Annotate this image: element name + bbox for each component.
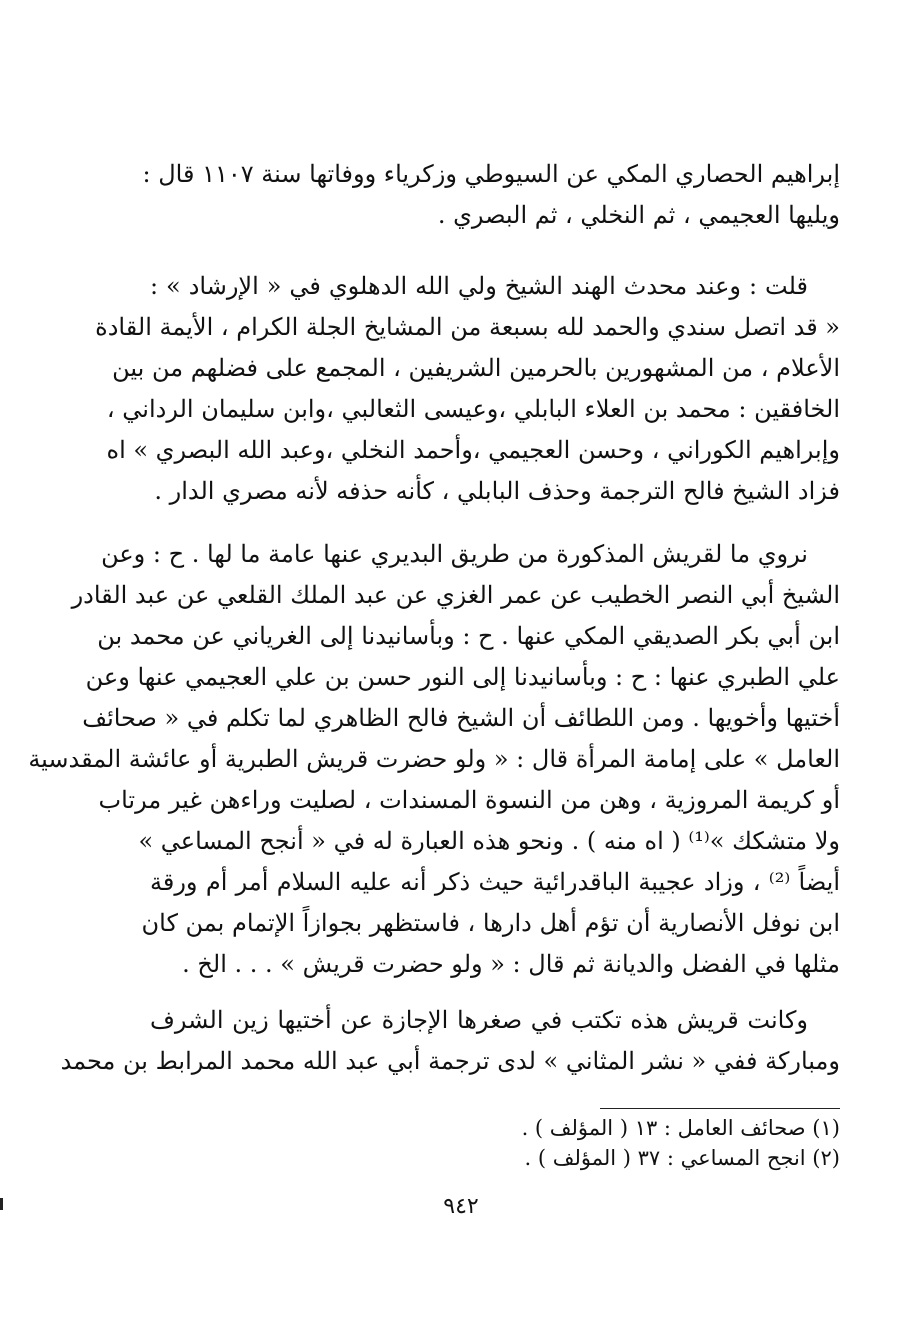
text-line: ولا متشكك »⁽¹⁾ ( اه منه ) . ونحو هذه العبارة له في « أنجح المساعي » [138, 827, 840, 855]
paragraph-3 [28, 534, 841, 985]
text-line: ابن أبي بكر الصديقي المكي عنها . ح : وبأسانيدنا إلى الغرياني عن محمد بن [97, 622, 840, 650]
paragraph-2 [95, 266, 840, 512]
text-line: ومباركة ففي « نشر المثاني » لدى ترجمة أبي عبد الله محمد المرابط بن محمد [60, 1047, 840, 1075]
text-line: وكانت قريش هذه تكتب في صغرها الإجازة عن أختيها زين الشرف [150, 1006, 808, 1034]
paragraph-1 [142, 154, 840, 236]
paragraph-4 [60, 1000, 840, 1082]
text-line: إبراهيم الحصاري المكي عن السيوطي وزكرياء ووفاتها سنة ١١٠٧ قال : [142, 160, 840, 188]
text-line: علي الطبري عنها : ح : وبأسانيدنا إلى النور حسن بن علي العجيمي عنها وعن [85, 663, 840, 691]
text-line: العامل » على إمامة المرأة قال : « ولو حضرت قريش الطبرية أو عائشة المقدسية [28, 745, 840, 773]
text-line: « قد اتصل سندي والحمد لله بسبعة من المشايخ الجلة الكرام ، الأيمة القادة [95, 313, 840, 341]
text-line: الشيخ أبي النصر الخطيب عن عمر الغزي عن عبد الملك القلعي عن عبد القادر [71, 581, 840, 609]
text-line: فزاد الشيخ فالح الترجمة وحذف البابلي ، كأنه حذفه لأنه مصري الدار . [154, 477, 840, 505]
text-line: الأعلام ، من المشهورين بالحرمين الشريفين ، المجمع على فضلهم من بين [112, 354, 840, 382]
footnote-divider [600, 1108, 840, 1109]
text-line: وإبراهيم الكوراني ، وحسن العجيمي ،وأحمد النخلي ،وعبد الله البصري » اه [106, 436, 840, 464]
footnotes [440, 1113, 840, 1173]
text-line: أيضاً ⁽²⁾ ، وزاد عجيبة الباقدرائية حيث ذكر أنه عليه السلام أمر أم ورقة [150, 868, 841, 896]
footnote-2: (٢) انجح المساعي : ٣٧ ( المؤلف ) . [524, 1146, 840, 1170]
text-line: الخافقين : محمد بن العلاء البابلي ،وعيسى الثعالبي ،وابن سليمان الرداني ، [106, 395, 840, 423]
text-line: ويليها العجيمي ، ثم النخلي ، ثم البصري . [437, 201, 840, 229]
text-line: قلت : وعند محدث الهند الشيخ ولي الله الدهلوي في « الإرشاد » : [150, 272, 808, 300]
text-line: مثلها في الفضل والديانة ثم قال : « ولو حضرت قريش » . . . الخ . [182, 950, 840, 978]
footnote-1: (١) صحائف العامل : ١٣ ( المؤلف ) . [521, 1116, 840, 1140]
text-line: نروي ما لقريش المذكورة من طريق البديري عنها عامة ما لها . ح : وعن [101, 540, 808, 568]
text-line: أو كريمة المروزية ، وهن من النسوة المسندات ، لصليت وراءهن غير مرتاب [98, 786, 840, 814]
page-number: ٩٤٢ [443, 1194, 479, 1219]
scan-edge-mark [0, 1198, 3, 1210]
text-line: ابن نوفل الأنصارية أن تؤم أهل دارها ، فاستظهر بجوازاً الإتمام بمن كان [141, 909, 840, 937]
text-line: أختيها وأخويها . ومن اللطائف أن الشيخ فالح الظاهري لما تكلم في « صحائف [82, 704, 840, 732]
